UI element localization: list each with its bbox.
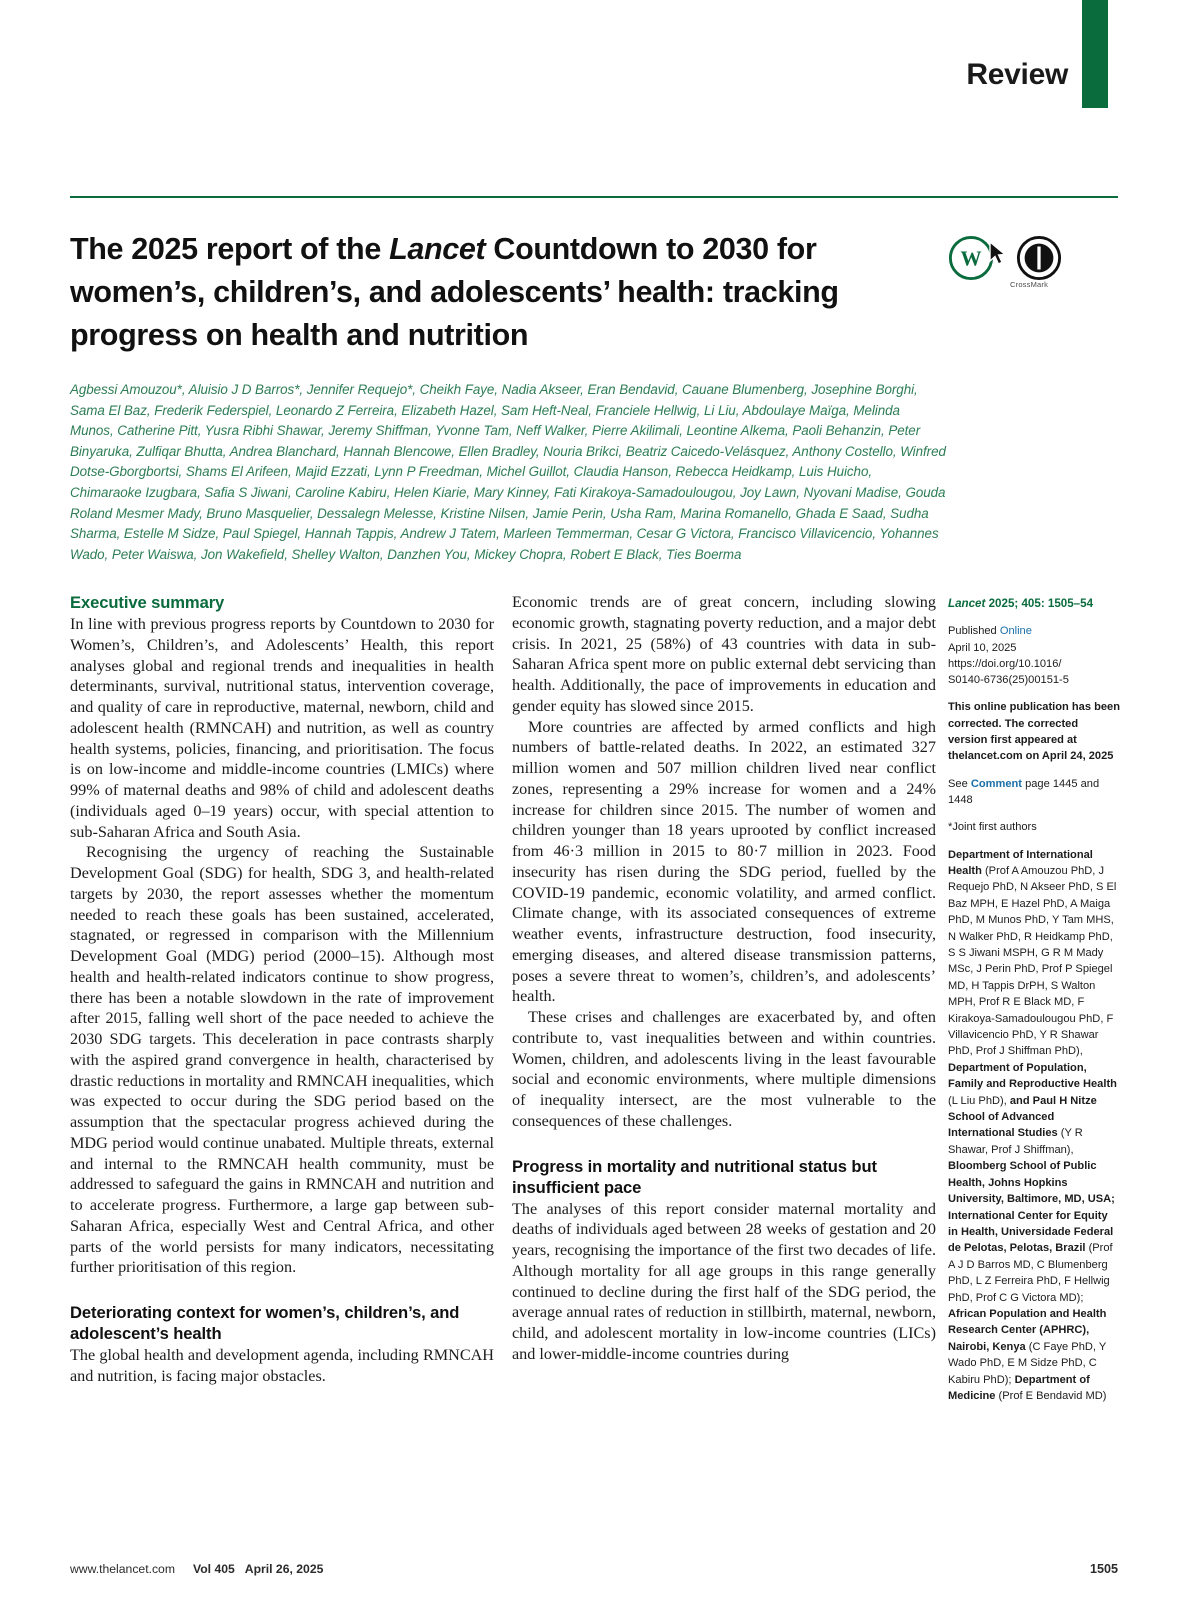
affiliation-bold: African Population and Health Research Center (APHRC), Nairobi, Kenya (948, 1307, 1107, 1353)
article-type-label: Review (966, 58, 1068, 91)
crossmark-icon[interactable] (1016, 235, 1062, 281)
cursor-arrow-icon (988, 241, 1008, 267)
citation-rest: 2025; 405: 1505–54 (985, 597, 1094, 610)
title-line1-pre: The 2025 report of the (70, 232, 390, 266)
see-suffix: page 1445 and 1448 (948, 777, 1100, 806)
affiliation-plain: (Y R Shawar, Prof J Shiffman), (948, 1127, 1083, 1156)
footer-page-number: 1505 (1089, 1562, 1118, 1576)
published-label: Published (948, 625, 1000, 638)
citation-journal: Lancet (948, 597, 986, 610)
heading-progress-mortality: Progress in mortality and nutritional status but insufficient pace (512, 1156, 877, 1197)
published-online-link[interactable]: Online (999, 625, 1032, 638)
affiliation-plain: (Prof A Amouzou PhD, J Requejo PhD, N Akseer PhD, S El Baz MPH, E Hazel PhD, A Maiga PhD, M Munos PhD, Y Tam MHS, N Walker PhD, R Heidkamp PhD, S S Jiwani MSPH, G R M Mady MSc, J Perin PhD, Prof P Spiegel MD, H Tappis DrPH, S Walton MPH, Prof R E Black MD, F Kirakoya-Samadoulougou PhD, F Villavicencio PhD, Y R Shawar PhD, Prof J Shiffman PhD), (948, 864, 1117, 1058)
affiliation-item (948, 1160, 1115, 1303)
affiliation-bold: Bloomberg School of Public Health, Johns Hopkins University, Baltimore, MD, USA; International Center for Equity in Health, Universidade Federal de Pelotas, Pelotas, Brazil (948, 1160, 1115, 1255)
paragraph-economic: Economic trends are of great concern, including slowing economic growth, stagnating poverty reduction, and a major debt crisis. In 2021, 25 (58%) of 43 countries with data in sub-Saharan Africa spent more on public external debt servicing than health. Additionally, the pace of improvements in education and gender equity has slowed since 2015. (512, 593, 936, 715)
badge-group (948, 233, 1078, 295)
see-prefix: See (948, 777, 971, 790)
author-list: Agbessi Amouzou*, Aluisio J D Barros*, Jennifer Requejo*, Cheikh Faye, Nadia Akseer, Eran Bendavid, Cauane Blumenberg, Josephine Borghi, Sama El Baz, Frederik Federspiel, Leonardo Z Ferreira, Elizabeth Hazel, Sam Heft-Neal, Franciele Hellwig, Li Liu, Abdoulaye Maïga, Melinda Munos, Catherine Pitt, Yusra Ribhi Shawar, Jeremy Shiffman, Yvonne Tam, Neff Walker, Pierre Akilimali, Leontine Alkema, Paoli Behanzin, Peter Binyaruka, Zulfiqar Bhutta, Andrea Blanchard, Hannah Blencowe, Ellen Bradley, Nouria Brikci, Beatriz Caicedo-Velásquez, Anthony Costello, Winfred Dotse-Gborgbortsi, Shams El Arifeen, Majid Ezzati, Lynn P Freedman, Michel Guillot, Claudia Hanson, Rebecca Heidkamp, Luis Huicho, Chimaraoke Izugbara, Safia S Jiwani, Caroline Kabiru, Helen Kiarie, Mary Kinney, Fati Kirakoya-Samadoulougou, Joy Lawn, Nyovani Madise, Gouda Roland Mesmer Mady, Bruno Masquelier, Dessalegn Melesse, Kristine Nilsen, Jamie Perin, Usha Ram, Marina Romanello, Ghada E Saad, Sudha Sharma, Estelle M Sidze, Paul Spiegel, Hannah Tappis, Andrew J Tatem, Marleen Temmerman, Cesar G Victora, Francisco Villavicencio, Yohannes Wado, Peter Waiswa, Jon Wakefield, Shelley Walton, Danzhen You, Mickey Chopra, Robert E Black, Ties Boerma (70, 382, 946, 562)
header-divider-rule (70, 196, 1118, 198)
paragraph-exec-2: Recognising the urgency of reaching the Sustainable Development Goal (SDG) for health, SDG 3, and health-related targets by 2030, the report assesses whether the momentum needed to reach these goals has been sustained, accelerated, stagnated, or regressed in comparison with the Millennium Development Goal (MDG) period (2000–15). Although most health and health-related indicators continue to show progress, there has been a notable slowdown in the rate of improvement after 2015, falling well short of the pace needed to achieve the 2030 SDG targets. This deceleration in pace contrasts sharply with the aspired grand convergence in health, characterised by drastic reductions in mortality and RMNCAH inequalities, which was expected to occur during the SDG period based on the assumption that the spectacular progress achieved during the MDG period would continue unabated. Multiple threats, external and internal to the RMNCAH health community, must be addressed to safeguard the gains in RMNCAH and nutrition and to accelerate progress. Furthermore, a large gap between sub-Saharan Africa, especially West and Central Africa, and other parts of the world persists for many indicators, necessitating further prioritisation of this region. (70, 843, 494, 1277)
title-line1-post: Countdown to 2030 for (485, 232, 817, 266)
svg-text:W: W (960, 246, 982, 271)
affiliation-bold: Department of Medicine (948, 1373, 1090, 1402)
margin-info-rail (948, 596, 1120, 1404)
affiliation-bold: Department of Population, Family and Reproductive Health (948, 1061, 1117, 1091)
footer-date: April 26, 2025 (244, 1562, 324, 1576)
title-line2: women’s, children’s, and adolescents’ health: tracking (70, 275, 839, 309)
comment-link[interactable]: Comment (970, 777, 1022, 790)
affiliation-bold: Department of International Health (948, 848, 1093, 877)
see-comment-note (948, 776, 1120, 809)
affiliation-plain: (L Liu PhD), (948, 1094, 1010, 1107)
published-date: April 10, 2025 (948, 641, 1017, 654)
affiliations-block (948, 847, 1120, 1405)
doi-line-2[interactable]: S0140-6736(25)00151-5 (948, 674, 1069, 687)
affiliation-item (948, 849, 1116, 1058)
title-journal-name: Lancet (389, 232, 486, 266)
affiliation-bold: and Paul H Nitze School of Advanced International Studies (948, 1094, 1097, 1140)
page-footer (70, 1562, 1118, 1576)
citation-line (948, 596, 1120, 612)
crossmark-label: CrossMark (1010, 280, 1049, 289)
heading-deteriorating-context: Deteriorating context for women’s, children’s, and adolescent’s health (70, 1303, 460, 1343)
paragraph-progress-1: The analyses of this report consider maternal mortality and deaths of individuals aged between 28 weeks of gestation and 20 years, recognising the importance of the first two decades of life. Although mortality for all age groups in this range generally continued to decline during the first half of the SDG period, the average annual rates of reduction in stillbirth, maternal, newborn, child, and adolescent mortality in low-income countries (LICs) and lower-middle-income countries during (512, 1199, 936, 1363)
doi-line-1[interactable]: https://doi.org/10.1016/ (948, 657, 1062, 670)
affiliation-plain: (Prof E Bendavid MD) (995, 1389, 1107, 1402)
paragraph-crises: These crises and challenges are exacerbated by, and often contribute to, vast inequalities between and within countries. Women, children, and adolescents living in the least favourable social and economic environments, where multiple dimensions of inequality intersect, are the most vulnerable to the consequences of these challenges. (512, 1008, 936, 1130)
paragraph-conflict: More countries are affected by armed conflicts and high numbers of battle-related deaths. In 2022, an estimated 327 million women and 507 million children lived near conflict zones, representing a 29% increase for women and a 24% increase for children since 2015. The number of women and children younger than 18 years uprooted by conflict increased from 46·3 million in 2015 to 80·7 million in 2023. Food insecurity has risen during the SDG period, fuelled by the COVID-19 pandemic, economic volatility, and armed conflict. Climate change, with its associated consequences of extreme weather events, infrastructure destruction, food insecurity, emerging diseases, and altered disease transmission patterns, poses a severe threat to women’s, children’s, and adolescents’ health. (512, 717, 936, 1006)
paragraph-exec-1: In line with previous progress reports by Countdown to 2030 for Women’s, Children’s, and Adolescents’ Health, this report analyses global and regional trends and inequalities in health determinants, survival, nutritional status, intervention coverage, and quality of care in reproductive, maternal, newborn, child and adolescent health (RMNCAH) and nutrition, as well as country health systems, policies, financing, and prioritisation. The focus is on low-income and middle-income countries (LMICs) where 99% of maternal deaths and 98% of child and adolescent deaths (individuals aged 0–19 years) occur, with special attention to sub-Saharan Africa and South Asia. (70, 615, 494, 841)
footer-volume: Vol 405 (193, 1562, 235, 1576)
body-column-right (512, 592, 936, 1365)
body-column-left (70, 592, 494, 1387)
title-line3: progress on health and nutrition (70, 318, 529, 352)
publication-info (948, 623, 1120, 688)
affiliation-plain: (C Faye PhD, Y Wado PhD, E M Sidze PhD, C Kabiru PhD); (948, 1340, 1107, 1386)
heading-executive-summary: Executive summary (70, 593, 225, 612)
page-header (0, 0, 1200, 200)
footer-website[interactable]: www.thelancet.com (70, 1562, 175, 1576)
paragraph-deteriorating-1: The global health and development agenda, including RMNCAH and nutrition, is facing major obstacles. (70, 1346, 494, 1385)
affiliation-plain: (Prof A J D Barros MD, C Blumenberg PhD, L Z Ferreira PhD, F Hellwig PhD, Prof C G Victora MD); (948, 1242, 1113, 1304)
page-title (70, 228, 900, 357)
correction-notice: This online publication has been corrected. The corrected version first appeared at thelancet.com on April 24, 2025 (948, 701, 1120, 763)
header-accent-bar (1082, 0, 1108, 108)
joint-first-authors-note: *Joint first authors (948, 821, 1037, 834)
title-block (70, 228, 900, 357)
